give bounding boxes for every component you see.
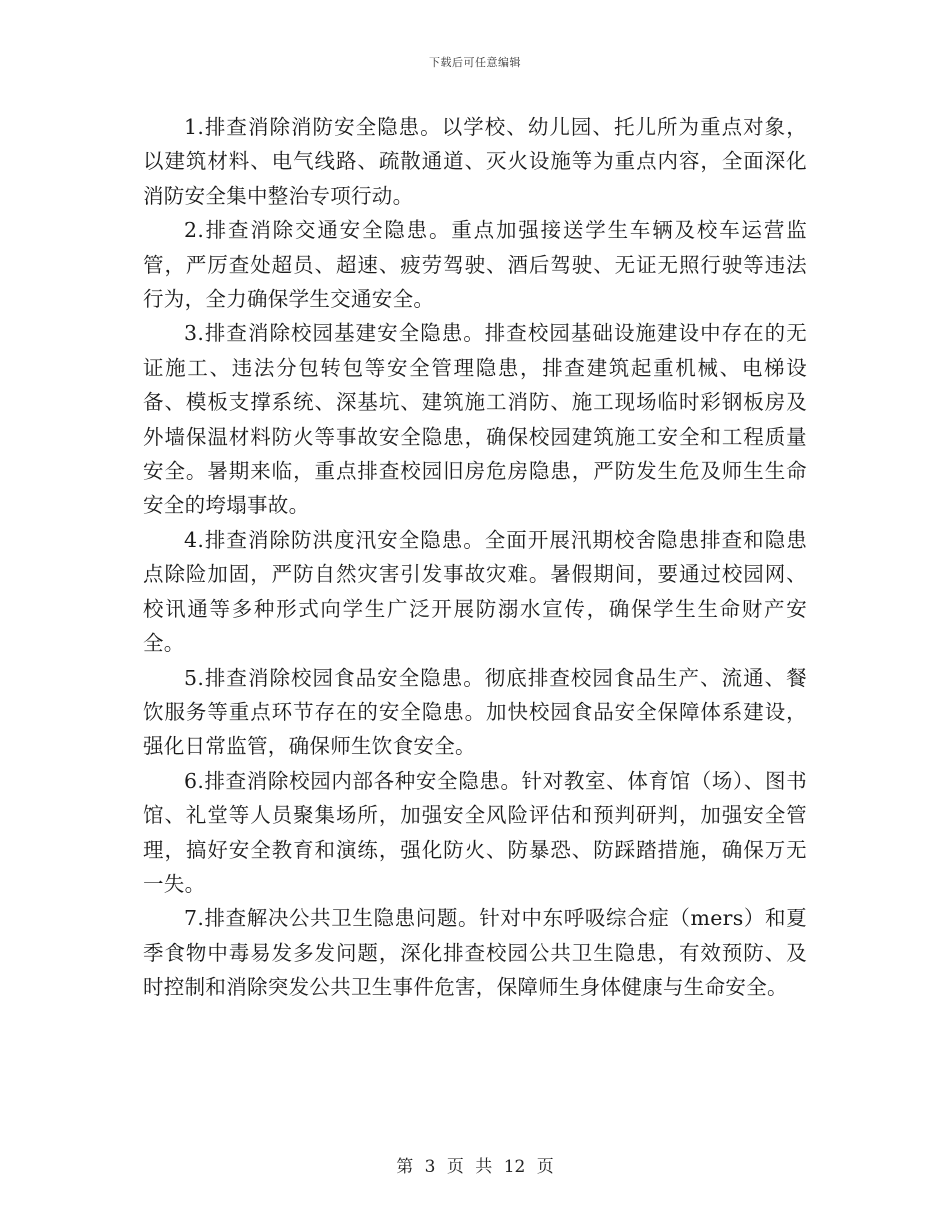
document-body bbox=[143, 110, 807, 1005]
page-header: 下载后可任意编辑 bbox=[429, 56, 521, 69]
paragraph-6: 6.排查消除校园内部各种安全隐患。针对教室、体育馆（场）、图书馆、礼堂等人员聚集场所，加强安全风险评估和预判研判，加强安全管理，搞好安全教育和演练，强化防火、防暴恐、防踩踏措施，确保万无一失。 bbox=[143, 768, 807, 896]
paragraph-3: 3.排查消除校园基建安全隐患。排查校园基础设施建设中存在的无证施工、违法分包转包等安全管理隐患，排查建筑起重机械、电梯设备、模板支撑系统、深基坑、建筑施工消防、施工现场临时彩钢板房及外墙保温材料防火等事故安全隐患，确保校园建筑施工安全和工程质量安全。暑期来临，重点排查校园旧房危房隐患，严防发生危及师生生命安全的垮塌事故。 bbox=[143, 321, 807, 518]
paragraph-7: 7.排查解决公共卫生隐患问题。针对中东呼吸综合症（mers）和夏季食物中毒易发多发问题，深化排查校园公共卫生隐患，有效预防、及时控制和消除突发公共卫生事件危害，保障师生身体健康与生命安全。 bbox=[143, 906, 807, 1000]
paragraph-4: 4.排查消除防洪度汛安全隐患。全面开展汛期校舍隐患排查和隐患点除险加固，严防自然灾害引发事故灾难。暑假期间，要通过校园网、校讯通等多种形式向学生广泛开展防溺水宣传，确保学生生命财产安全。 bbox=[143, 527, 807, 656]
paragraph-1: 1.排查消除消防安全隐患。以学校、幼儿园、托儿所为重点对象，以建筑材料、电气线路、疏散通道、灭火设施等为重点内容，全面深化消防安全集中整治专项行动。 bbox=[143, 115, 807, 208]
paragraph-5: 5.排查消除校园食品安全隐患。彻底排查校园食品生产、流通、餐饮服务等重点环节存在的安全隐患。加快校园食品安全保障体系建设，强化日常监管，确保师生饮食安全。 bbox=[143, 665, 807, 759]
page-footer: 第 3 页 共 12 页 bbox=[396, 1157, 554, 1177]
paragraph-2: 2.排查消除交通安全隐患。重点加强接送学生车辆及校车运营监管，严厉查处超员、超速、疲劳驾驶、酒后驾驶、无证无照行驶等违法行为，全力确保学生交通安全。 bbox=[143, 218, 807, 312]
